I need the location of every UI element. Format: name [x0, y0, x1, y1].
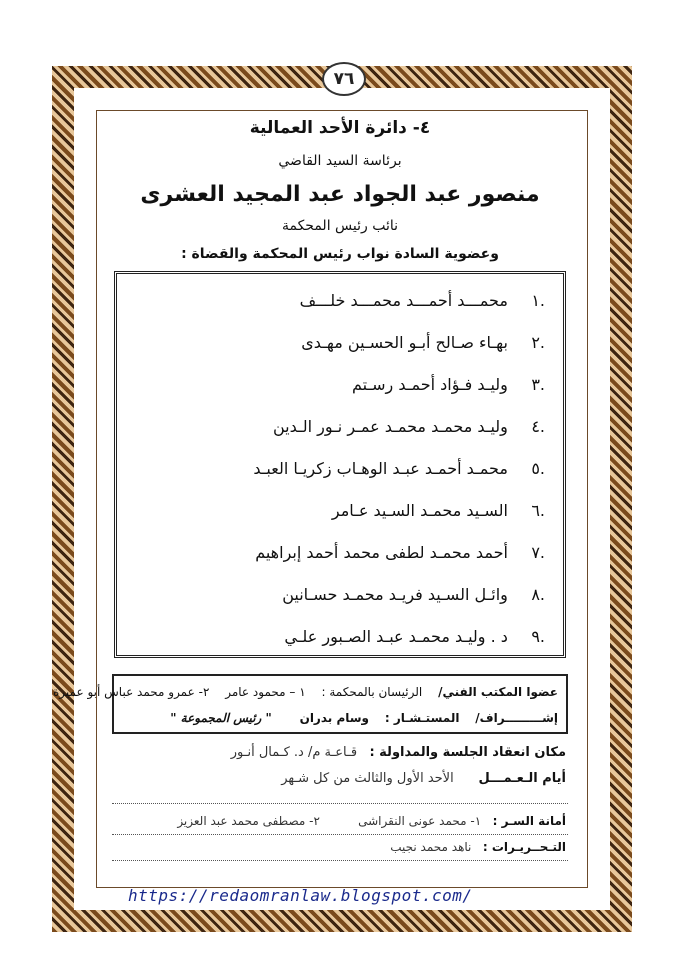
heads-label: الرئيسان بالمحكمة :: [321, 685, 423, 699]
member-item: .٢ بهـاء صـالح أبـو الحسـين مهـدى: [301, 333, 545, 352]
technical-office-label: عضوا المكتب الفني/: [438, 685, 558, 699]
head-2: ٢- عمرو محمد عباس أبو عميرة: [53, 685, 210, 699]
group-head: " رئيس المجموعة ": [170, 711, 272, 725]
chaired-by: برئاسة السيد القاضي: [278, 153, 402, 169]
counselor-label: المستـشـار :: [384, 711, 460, 725]
divider: [112, 860, 568, 861]
secretariat-row: أمانة السـر : ١- محمد عونى النقراشى ٢- مصطفى محمد عبد العزيز: [177, 814, 566, 828]
technical-office-box: [53, 674, 568, 734]
footer-url[interactable]: https://redaomranlaw.blogspot.com/: [128, 886, 473, 905]
circuit-title: ٤- دائرة الأحد العمالية: [249, 118, 431, 138]
session-location: مكان انعقاد الجلسة والمداولة : قـاعـة م/ د. كـمال أنـور: [230, 745, 566, 760]
membership-line: وعضوية السادة نواب رئيس المحكمة والقضاة :: [181, 246, 499, 262]
member-item: .٧ أحمد محمـد لطفى محمد أحمد إبراهيم: [255, 543, 545, 562]
supervision-label: إشـــــــــراف/: [475, 711, 558, 725]
editing-row: التـحــريـرات : ناهد محمد نجيب: [390, 840, 566, 854]
judge-name: منصور عبد الجواد عبد المجيد العشرى: [140, 182, 540, 207]
member-item: .٤ وليـد محمـد محمـد عمـر نـور الـدين: [273, 417, 545, 436]
judge-title: نائب رئيس المحكمة: [281, 218, 399, 234]
member-item: .٦ السـيد محمـد السـيد عـامر: [331, 501, 545, 520]
divider: [112, 834, 568, 835]
supervision-row: [122, 706, 558, 730]
members-box: [114, 271, 566, 658]
head-1: ١ – محمود عامر: [225, 685, 306, 699]
member-item: .٨ وائـل السـيد فريـد محمـد حسـانين: [282, 585, 545, 604]
page-number: ٧٦: [322, 62, 366, 96]
member-item: .١ محمـــد أحمـــد محمـــد خلـــف: [299, 291, 545, 310]
member-item: .٩ د . وليـد محمـد عبـد الصـبور علـي: [284, 627, 545, 646]
session-workdays: أيام الـعـمـــل الأحد الأول والثالث من كل شـهر: [281, 771, 566, 786]
counselor-name: وسام بدران: [299, 711, 370, 725]
divider: [112, 803, 568, 804]
member-item: .٥ محمـد أحمـد عبـد الوهـاب زكريـا العبـد: [253, 459, 545, 478]
member-item: .٣ وليـد فـؤاد أحمـد رسـتم: [351, 375, 545, 394]
technical-office-row: [53, 680, 558, 704]
